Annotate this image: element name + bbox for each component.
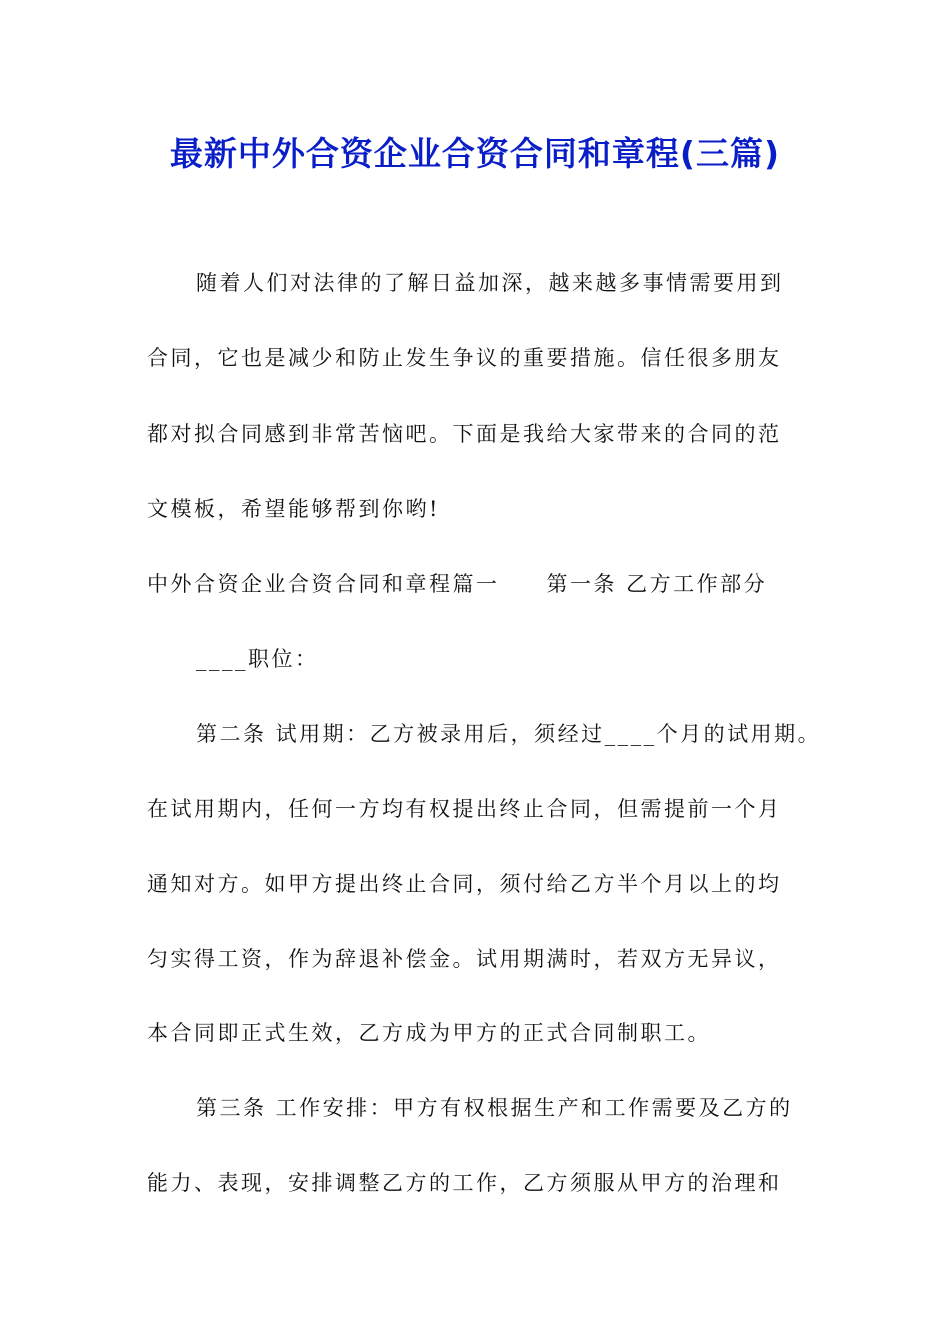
paragraph-line: 都对拟合同感到非常苦恼吧。下面是我给大家带来的合同的范 (147, 422, 782, 446)
paragraph-line: 本合同即正式生效，乙方成为甲方的正式合同制职工。 (147, 1021, 711, 1045)
paragraph-line: 文模板，希望能够帮到你哟! (147, 497, 440, 521)
paragraph-line: 在试用期内，任何一方均有权提出终止合同，但需提前一个月 (147, 797, 782, 821)
section-heading-line: 中外合资企业合资合同和章程篇一 第一条 乙方工作部分 (147, 572, 768, 596)
paragraph-line: 随着人们对法律的了解日益加深，越来越多事情需要用到 (196, 271, 784, 295)
paragraph-line: ____职位： (196, 647, 319, 671)
paragraph-line: 能力、表现，安排调整乙方的工作，乙方须服从甲方的治理和 (147, 1171, 782, 1195)
paragraph-line: 匀实得工资，作为辞退补偿金。试用期满时，若双方无异议， (147, 947, 782, 971)
paragraph-line: 合同，它也是减少和防止发生争议的重要措施。信任很多朋友 (147, 346, 782, 370)
paragraph-line: 第二条 试用期：乙方被录用后，须经过____个月的试用期。 (196, 722, 822, 746)
paragraph-line: 第三条 工作安排：甲方有权根据生产和工作需要及乙方的 (196, 1096, 793, 1120)
document-title: 最新中外合资企业合资合同和章程(三篇) (169, 134, 781, 173)
paragraph-line: 通知对方。如甲方提出终止合同，须付给乙方半个月以上的均 (147, 872, 782, 896)
